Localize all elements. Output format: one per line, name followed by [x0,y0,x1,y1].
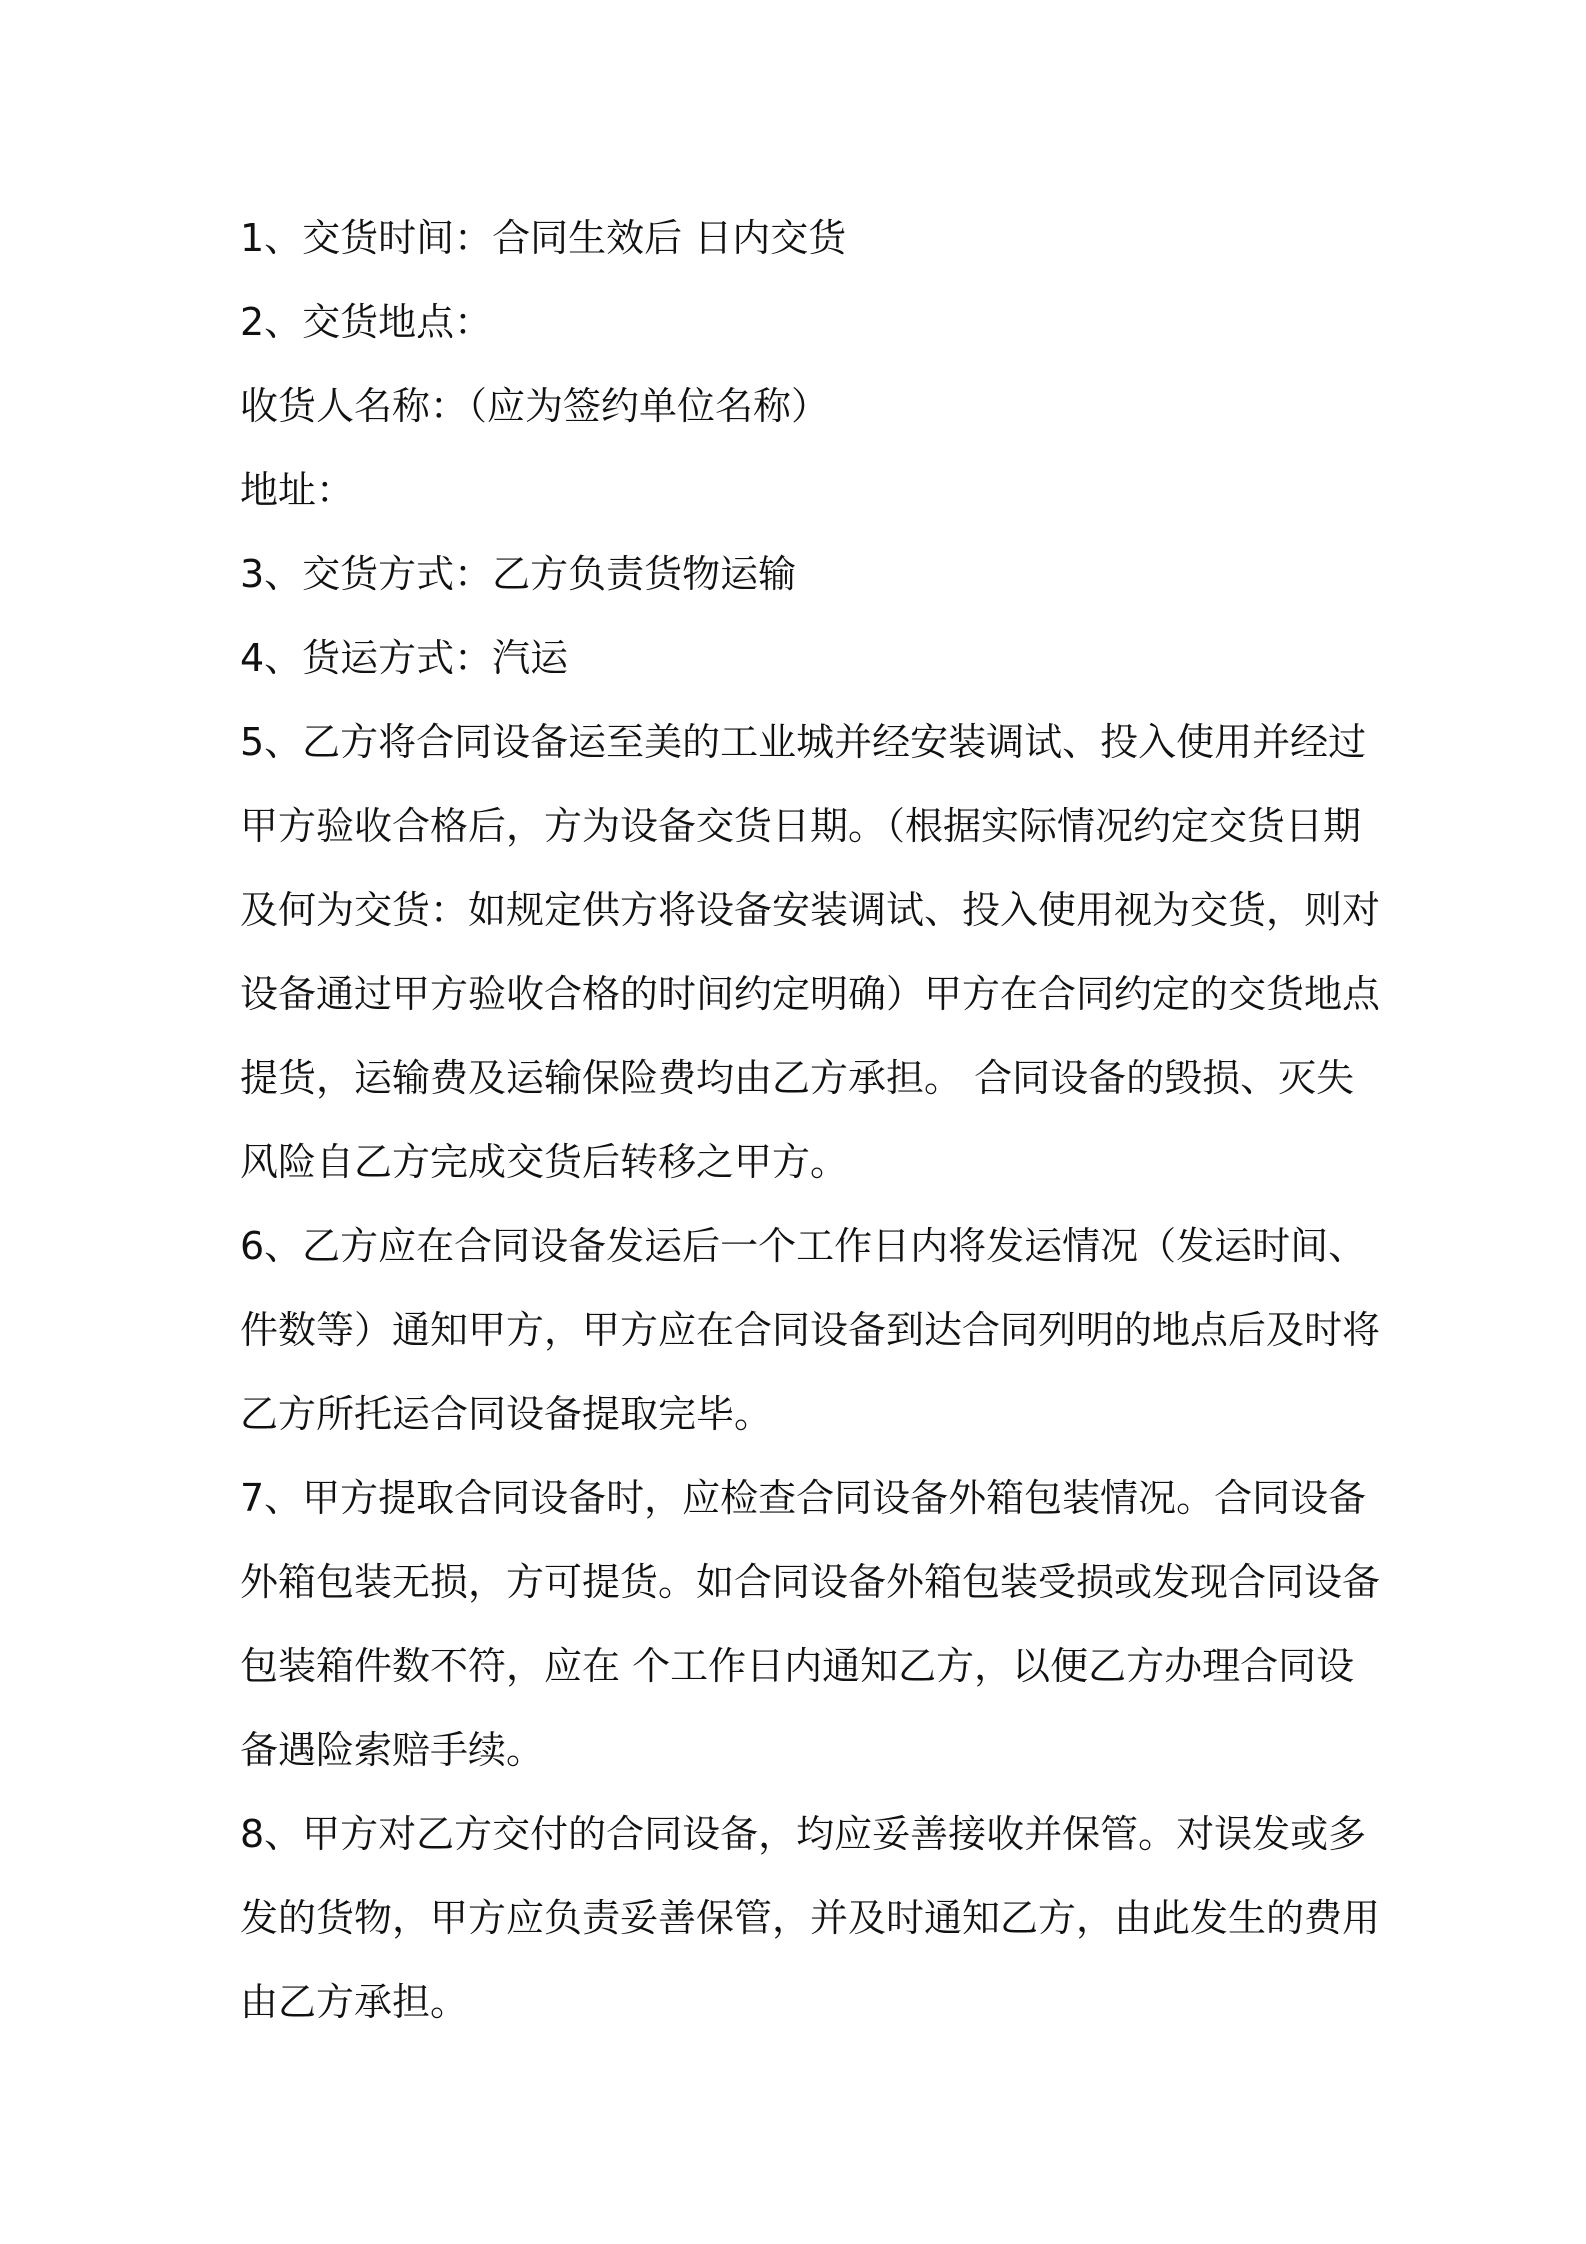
text-line-7: 5、乙方将合同设备运至美的工业城并经安装调试、投入使用并经过 [240,720,1367,764]
text-line-19: 备遇险索赔手续。 [240,1728,545,1772]
text-line-15: 乙方所托运合同设备提取完毕。 [240,1392,773,1436]
text-line-13: 6、乙方应在合同设备发运后一个工作日内将发运情况（发运时间、 [240,1224,1367,1268]
text-line-16: 7、甲方提取合同设备时，应检查合同设备外箱包装情况。合同设备 [240,1476,1367,1520]
text-line-18: 包装箱件数不符，应在 个工作日内通知乙方，以便乙方办理合同设 [240,1644,1355,1688]
text-line-3: 收货人名称：（应为签约单位名称） [240,384,830,428]
document-body [240,196,1381,2044]
text-line-4: 地址： [240,468,355,512]
text-line-2: 2、交货地点： [240,300,493,344]
text-line-12: 风险自乙方完成交货后转移之甲方。 [240,1140,849,1184]
text-line-10: 设备通过甲方验收合格的时间约定明确）甲方在合同约定的交货地点 [240,972,1381,1016]
text-line-8: 甲方验收合格后，方为设备交货日期。（根据实际情况约定交货日期 [240,804,1362,848]
text-line-14: 件数等）通知甲方，甲方应在合同设备到达合同列明的地点后及时将 [240,1308,1381,1352]
text-line-1: 1、交货时间：合同生效后 日内交货 [240,216,847,260]
text-line-20: 8、甲方对乙方交付的合同设备，均应妥善接收并保管。对误发或多 [240,1812,1367,1856]
text-line-5: 3、交货方式：乙方负责货物运输 [240,552,797,596]
text-line-9: 及何为交货：如规定供方将设备安装调试、投入使用视为交货，则对 [240,888,1381,932]
text-line-21: 发的货物，甲方应负责妥善保管，并及时通知乙方，由此发生的费用 [240,1896,1381,1940]
text-line-6: 4、货运方式：汽运 [240,636,569,680]
text-line-11: 提货，运输费及运输保险费均由乙方承担。 合同设备的毁损、灭失 [240,1056,1355,1100]
text-line-22: 由乙方承担。 [240,1980,469,2024]
text-line-17: 外箱包装无损，方可提货。如合同设备外箱包装受损或发现合同设备 [240,1560,1381,1604]
